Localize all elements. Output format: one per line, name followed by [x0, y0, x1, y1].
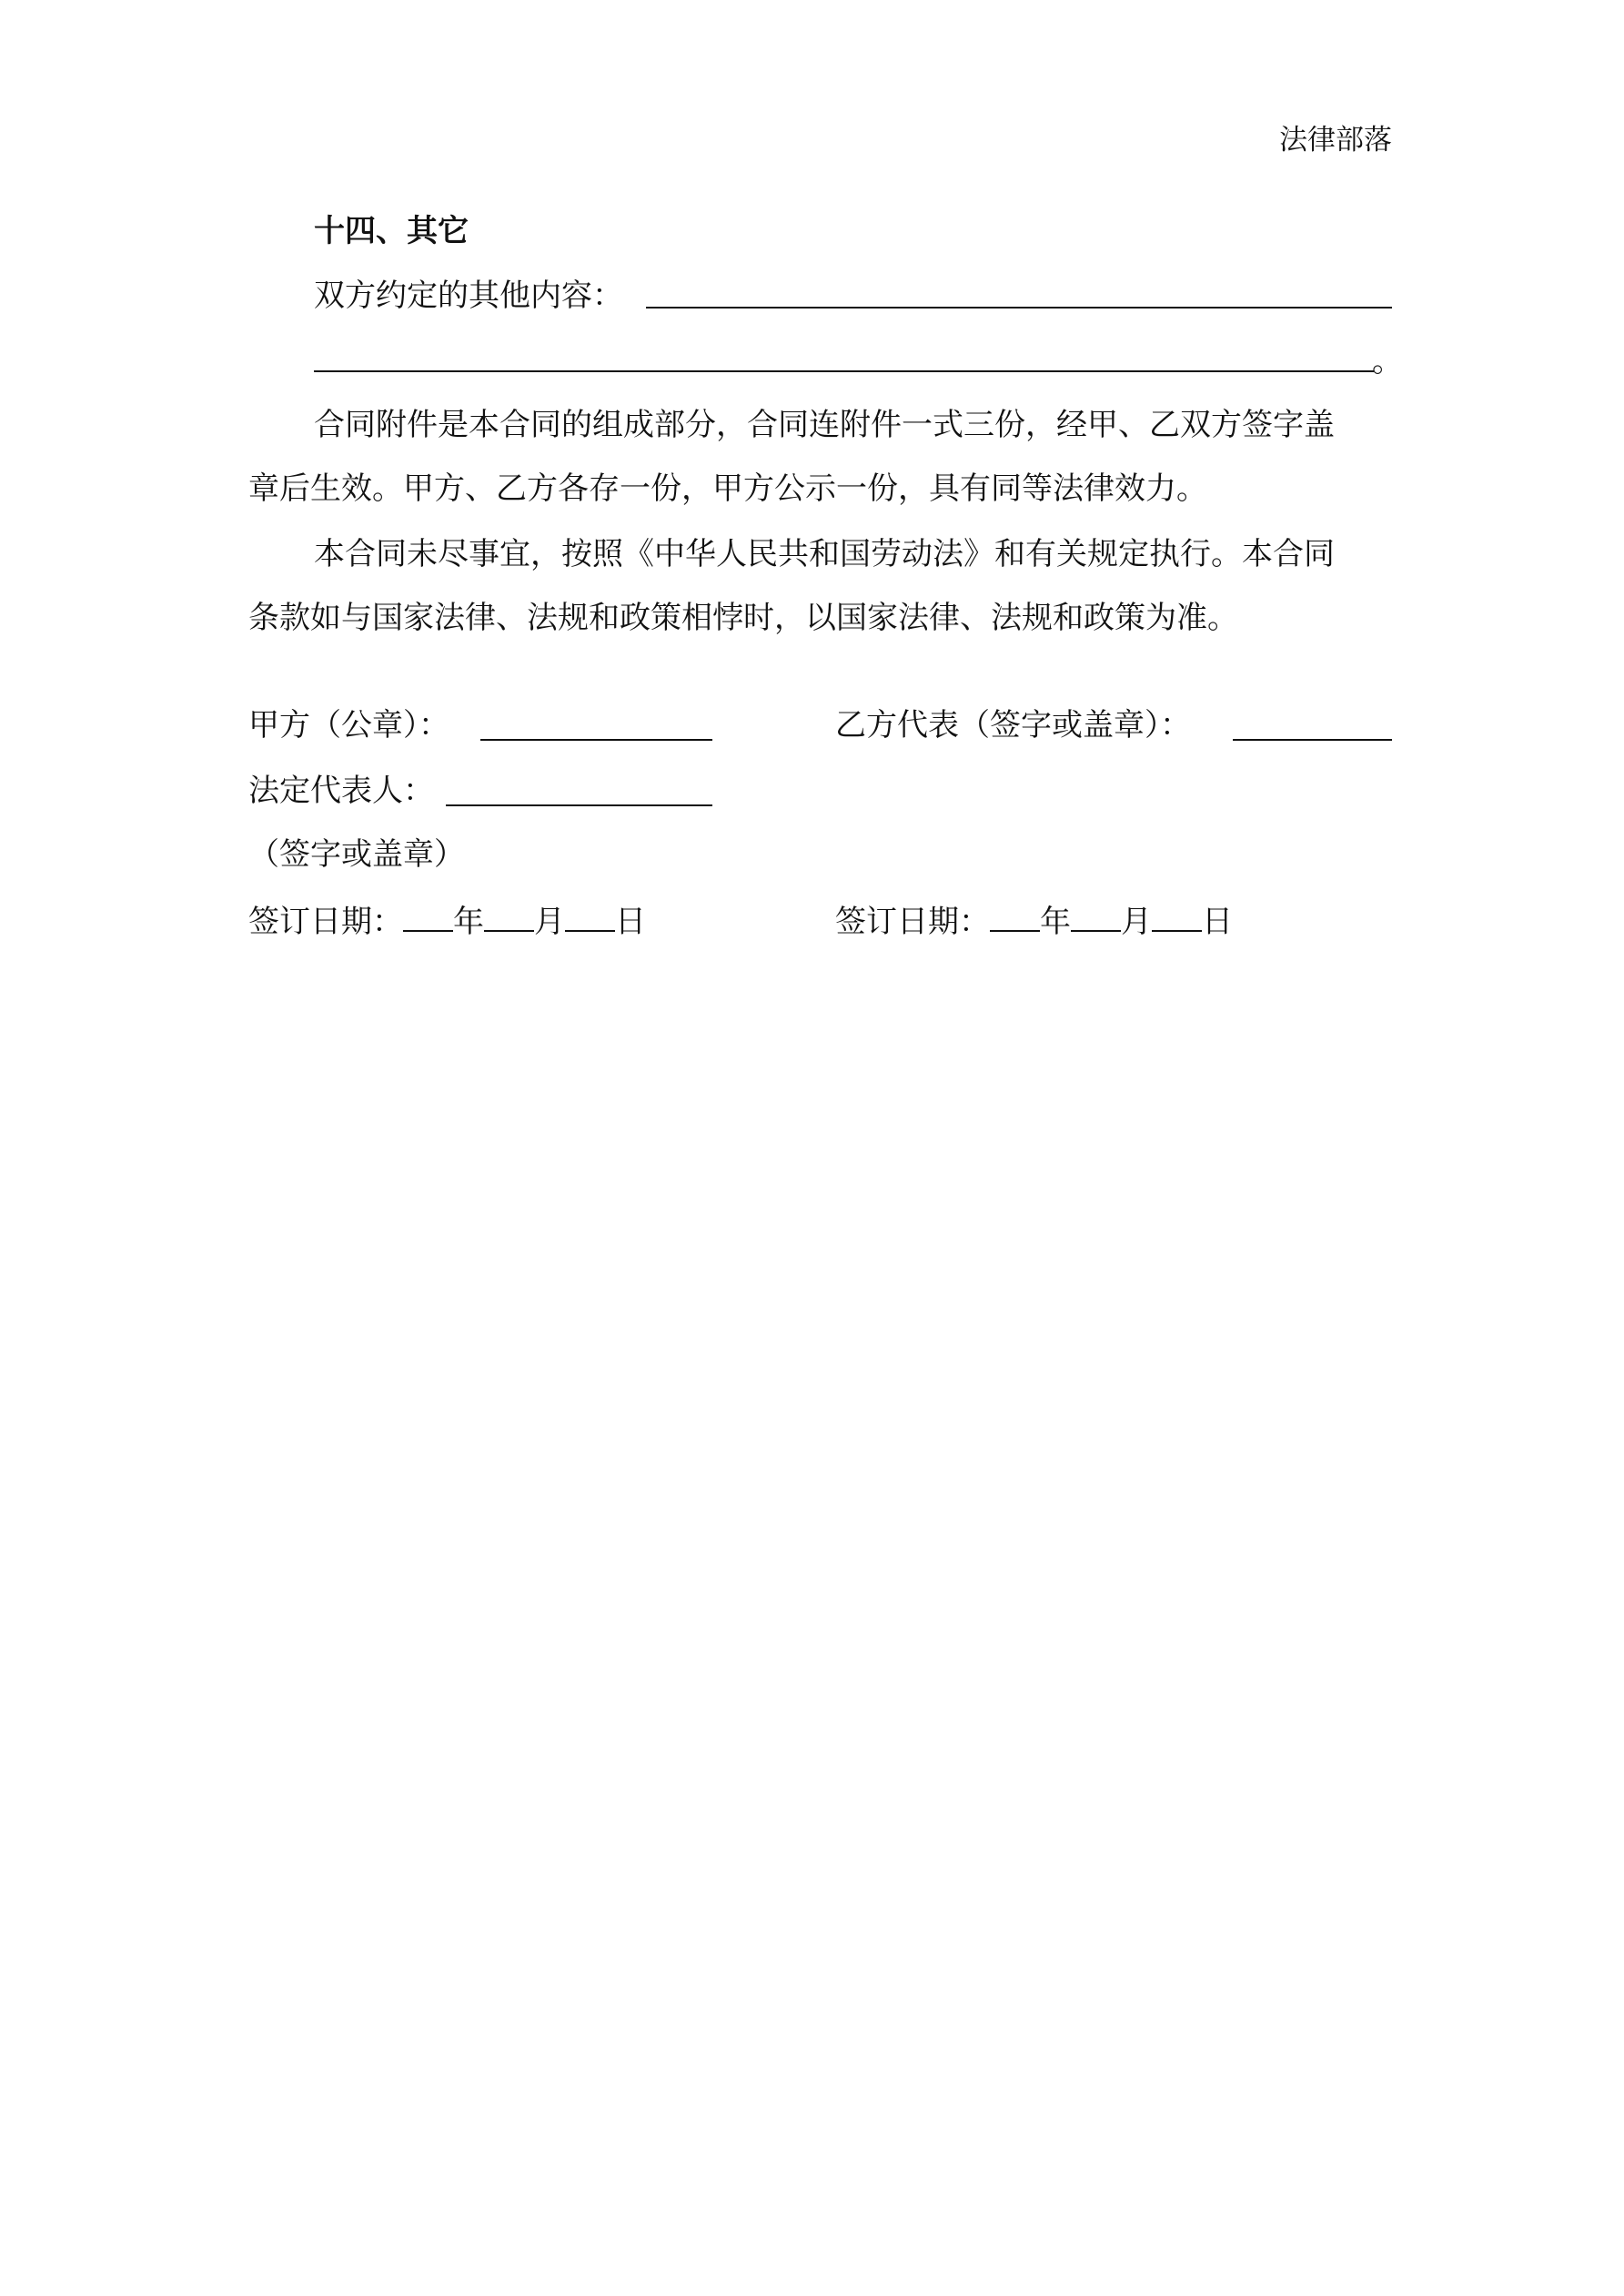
- party-a-date: [248, 903, 646, 940]
- party-a-label: 甲方（公章）：: [248, 707, 449, 743]
- legal-rep-label: 法定代表人：: [248, 773, 434, 809]
- header-label: 法律部落: [1279, 124, 1392, 157]
- party-b-month-blank[interactable]: [1071, 903, 1121, 932]
- party-b-sign-blank[interactable]: [1233, 739, 1392, 741]
- party-a-year-unit: 年: [453, 904, 484, 940]
- party-b-month-unit: 月: [1121, 904, 1152, 940]
- party-b-label: 乙方代表（签字或盖章）：: [835, 707, 1191, 743]
- party-b-date-label: 签订日期：: [835, 904, 990, 940]
- party-a-date-label: 签订日期：: [248, 904, 403, 940]
- paragraph-1-line-2: 章后生效。甲方、乙方各存一份，甲方公示一份，具有同等法律效力。: [248, 470, 1207, 507]
- party-a-day-unit: 日: [615, 904, 646, 940]
- party-b-year-unit: 年: [1040, 904, 1071, 940]
- party-a-month-unit: 月: [534, 904, 565, 940]
- paragraph-1-line-1: 合同附件是本合同的组成部分，合同连附件一式三份，经甲、乙双方签字盖: [314, 407, 1335, 443]
- party-a-month-blank[interactable]: [484, 903, 534, 932]
- legal-rep-blank[interactable]: [446, 804, 712, 806]
- paragraph-2-line-1: 本合同未尽事宜，按照《中华人民共和国劳动法》和有关规定执行。本合同: [314, 536, 1335, 572]
- party-a-seal-blank[interactable]: [480, 739, 712, 741]
- other-agreed-period: 。: [1372, 343, 1403, 379]
- other-agreed-label: 双方约定的其他内容：: [314, 278, 623, 314]
- other-agreed-blank-1[interactable]: [646, 307, 1392, 308]
- party-b-year-blank[interactable]: [990, 903, 1040, 932]
- party-a-year-blank[interactable]: [403, 903, 453, 932]
- party-a-day-blank[interactable]: [565, 903, 615, 932]
- paragraph-2-line-2: 条款如与国家法律、法规和政策相悖时，以国家法律、法规和政策为准。: [248, 600, 1238, 636]
- section-heading: 十四、其它: [314, 213, 469, 249]
- other-agreed-blank-2[interactable]: [314, 370, 1374, 372]
- party-b-day-blank[interactable]: [1152, 903, 1202, 932]
- party-b-day-unit: 日: [1202, 904, 1233, 940]
- party-b-date: [835, 903, 1233, 940]
- sign-or-seal-note: （签字或盖章）: [248, 836, 465, 873]
